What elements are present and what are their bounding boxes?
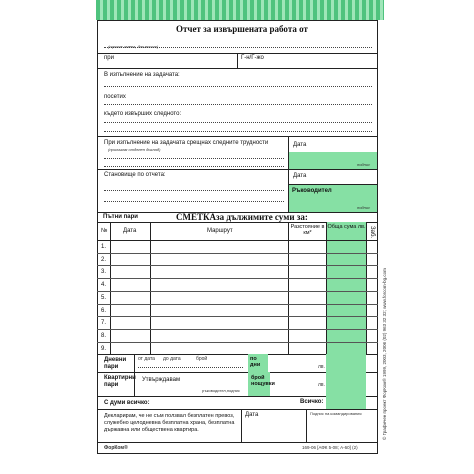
label-where: където извърших следното: bbox=[104, 111, 182, 117]
lodging-approve: Утвърждавам bbox=[142, 377, 181, 383]
label-date2: Дата bbox=[293, 173, 307, 179]
daily-sum-box bbox=[326, 354, 366, 372]
lodging-label: Квартирни пари bbox=[104, 375, 136, 388]
table-row-line bbox=[97, 329, 378, 330]
lodging-sum-box bbox=[326, 372, 366, 396]
label-signature1: подпис bbox=[357, 162, 371, 167]
col-route: Маршрут bbox=[207, 228, 233, 234]
label-opinion: Становище по отчета: bbox=[104, 172, 166, 178]
label-difficulties: При изпълнение на задачата срещнах следните трудности bbox=[104, 140, 269, 146]
perforation-strip bbox=[96, 0, 384, 20]
in-words: С думи всичко: bbox=[104, 400, 150, 406]
daily-to: до дата bbox=[163, 356, 181, 362]
table-row-line bbox=[97, 342, 378, 343]
col-date: Дата bbox=[123, 228, 137, 234]
row-number: 9. bbox=[101, 345, 107, 352]
row-number: 3. bbox=[101, 269, 107, 276]
declaration: Декларирам, че не съм ползвал безплатен превоз, служебно целодневна безплатна храна, безплатна държавна или обществена квартира. bbox=[104, 413, 235, 433]
label-date1: Дата bbox=[293, 142, 307, 148]
row-number: 1. bbox=[101, 244, 107, 250]
daily-from: от дата bbox=[138, 356, 155, 362]
form-code: 169-06 [АФК 5-08; А-60] (2) bbox=[302, 445, 358, 450]
per-days: по дни bbox=[250, 356, 261, 369]
daily-count: брой bbox=[196, 356, 208, 362]
table-row-line bbox=[97, 278, 378, 279]
smetka-title: СМЕТКАза дължимите суми за: bbox=[176, 212, 308, 222]
total-sum-box bbox=[326, 396, 366, 409]
table-row-line bbox=[97, 253, 378, 254]
lodging-currency: лв. bbox=[318, 382, 325, 388]
label-task: В изпълнение на задачата: bbox=[104, 72, 180, 78]
total-column-fill bbox=[326, 222, 366, 354]
row-number: 7. bbox=[101, 320, 107, 327]
row-number: 6. bbox=[101, 307, 107, 314]
label-at: при bbox=[104, 55, 114, 61]
table-row-line bbox=[97, 316, 378, 317]
side-note: © Графичен проект ФорКом® 1999, 2003, 2006 (02) 963 32 32; www.forcom-bg.com bbox=[382, 268, 387, 440]
col-num: № bbox=[101, 228, 108, 234]
daily-currency: лв. bbox=[318, 364, 325, 370]
lodging-manager-sign: ръководител,подпис bbox=[202, 388, 240, 393]
row-number: 4. bbox=[101, 282, 107, 289]
name-hint: (трите имена, длъжност) bbox=[108, 44, 159, 49]
col-total: Обща сума лв. bbox=[327, 224, 366, 230]
table-row-line bbox=[97, 304, 378, 305]
daily-label: Дневни пари bbox=[104, 357, 127, 370]
label-city: Г-н/Г-жо bbox=[241, 55, 264, 61]
total-label: Всичко: bbox=[300, 399, 324, 405]
row-number: 5. bbox=[101, 294, 107, 301]
col-side: Заб. bbox=[369, 226, 375, 239]
label-visited: посетих bbox=[104, 94, 126, 100]
footer-date: Дата bbox=[245, 412, 259, 418]
footer-signature: Подпис на командирования bbox=[310, 411, 362, 416]
brand: ФорКом® bbox=[104, 445, 128, 451]
label-signature2: подпис bbox=[357, 205, 371, 210]
difficulties-hint: (прилагам отделен доклад) bbox=[108, 147, 161, 152]
table-row-line bbox=[97, 265, 378, 266]
table-row-line bbox=[97, 291, 378, 292]
travel-money-label: Пътни пари bbox=[103, 214, 138, 220]
row-number: 8. bbox=[101, 332, 107, 339]
lodging-nights: брой нощувки bbox=[251, 375, 275, 388]
row-number: 2. bbox=[101, 256, 107, 263]
col-distance: Разстояние в км* bbox=[290, 224, 325, 237]
form-title: Отчет за извършената работа от bbox=[176, 24, 308, 34]
label-manager: Ръководител bbox=[292, 188, 332, 194]
